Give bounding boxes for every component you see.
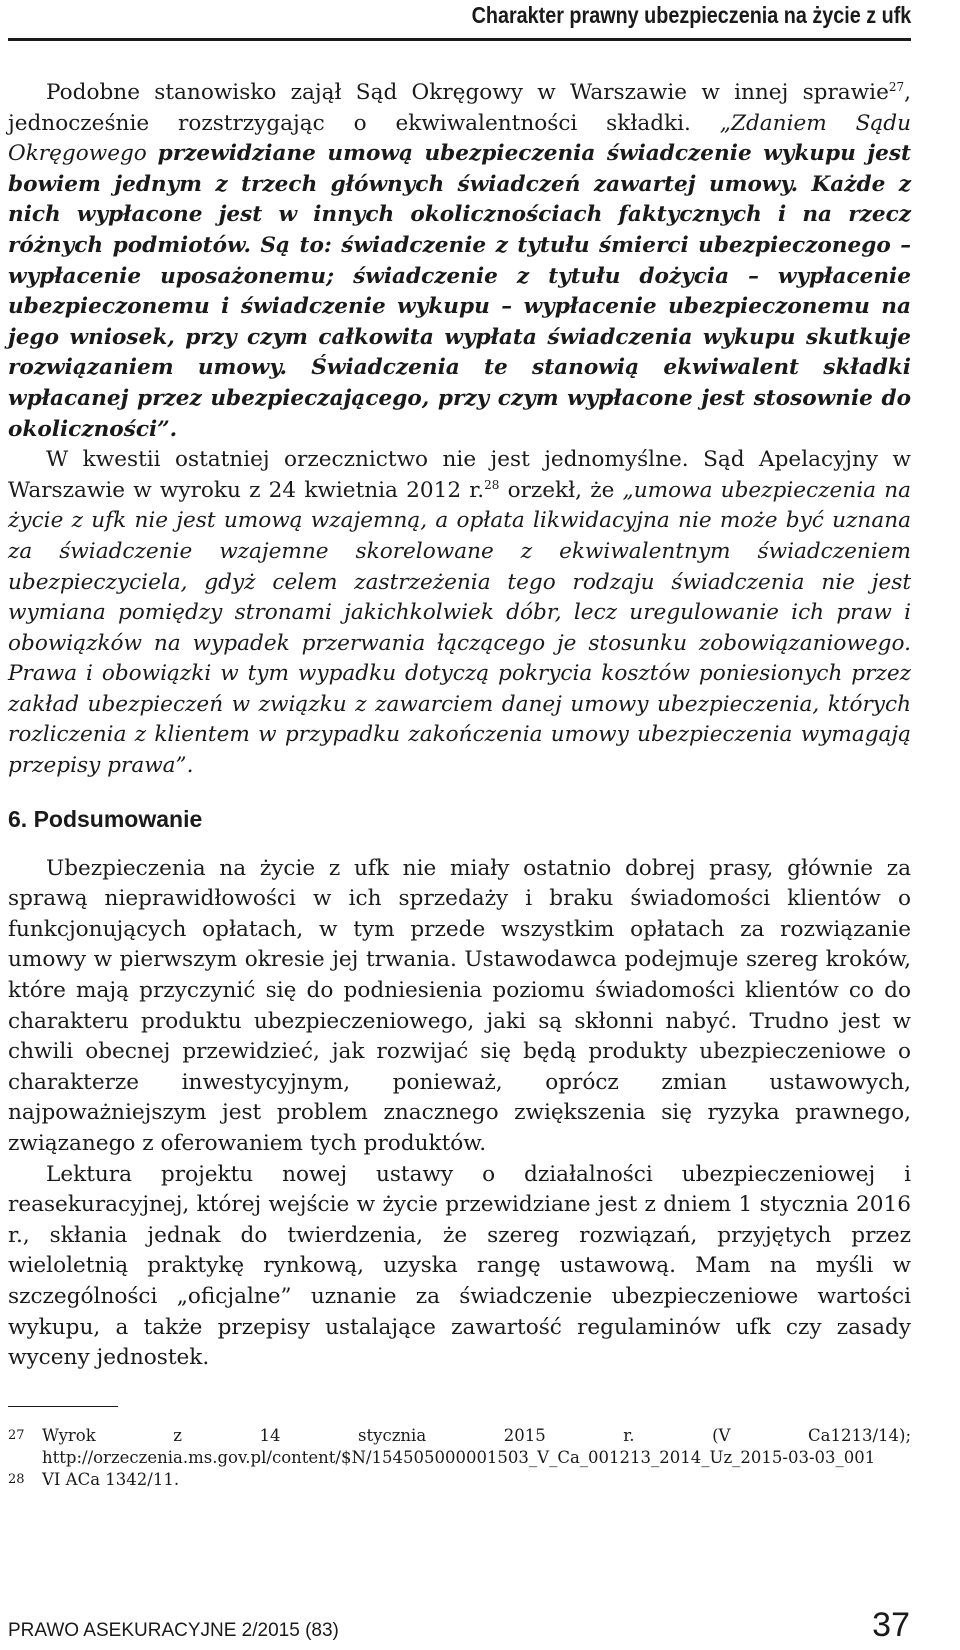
para2-text-b: orzekł, że <box>499 477 623 503</box>
para1-text-a: Podobne stanowisko zajął Sąd Okręgowy w Warszawie w innej sprawie <box>46 80 889 105</box>
paragraph-1 <box>8 78 911 445</box>
footnote-ref-27[interactable]: 27 <box>888 79 905 94</box>
footnote-text[interactable]: Wyrok z 14 stycznia 2015 r. (V Ca1213/14); http://orzeczenia.ms.gov.pl/content/$N/154505000001503_V_Ca_001213_2014_Uz_2015-03-03_001 <box>42 1426 911 1467</box>
footnote-27 <box>8 1425 911 1469</box>
paragraph-3: Ubezpieczenia na życie z ufk nie miały ostatnio dobrej prasy, głównie za sprawą nieprawidłowości w ich sprzedaży i braku świadomości klientów o funkcjonujących opłatach, w tym przede wszystkim opłatach za rozwiązanie umowy w pierwszym okresie jej trwania. Ustawodawca podejmuje szereg kroków, które mają przyczynić się do podniesienia poziomu świadomości klientów co do charakteru produktu ubezpieczeniowego, jaki są skłonni nabyć. Trudno jest w chwili obecnej przewidzieć, jak rozwijać się będą produkty ubezpieczeniowe o charakterze inwestycyjnym, ponieważ, oprócz zmian ustawowych, najpoważniejszym jest problem znacznego zwiększenia się ryzyka prawnego, związanego z oferowaniem tych produktów. <box>8 855 911 1156</box>
footnote-28 <box>8 1469 911 1491</box>
para2-quote: „umowa ubezpieczenia na życie z ufk nie jest umową wzajemną, a opłata likwidacyjna nie może być uznana za świadczenie wzajemne skorelowane z ekwiwalentnym świadczeniem ubezpieczyciela, gdyż celem zastrzeżenia tego rodzaju świadczenia nie jest wymiana pomiędzy stronami jakichkolwiek dóbr, lecz uregulowanie ich praw i obowiązków na wypadek przerwania łączącego je stosunku zobowiązaniowego. Prawa i obowiązki w tym wypadku dotyczą pokrycia kosztów poniesionych przez zakład ubezpieczeń w związku z zawarciem danej umowy ubezpieczenia, których rozliczenia z klientem w przypadku zakończenia umowy ubezpieczenia wymagają przepisy prawa”. <box>8 477 911 779</box>
footnote-text: VI ACa 1342/11. <box>42 1470 180 1489</box>
footnote-ref-28[interactable]: 28 <box>484 477 500 492</box>
section-heading: 6. Podsumowanie <box>8 805 203 832</box>
journal-footer: PRAWO ASEKURACYJNE 2/2015 (83) <box>8 1620 339 1641</box>
para1-quote-intro: „Zdaniem Sądu Okręgowego <box>8 110 912 167</box>
para1-quote-bold: przewidziane umową ubezpieczenia świadczenie wykupu jest bowiem jednym z trzech głównych świadczeń zawartej umowy. Każde z nich wypłacone jest w innych okolicznościach faktycznych i na rzecz różnych podmiotów. Są to: świadczenie z tytułu śmierci ubezpieczonego – wypłacenie uposażonemu; świadczenie z tytułu dożycia – wypłacenie ubezpieczonemu i świadczenie wykupu – wypłacenie ubezpieczonemu na jego wniosek, przy czym całkowita wypłata świadczenia wykupu skutkuje rozwiązaniem umowy. Świadczenia te stanowią ekwiwalent składki wpłacanej przez ubezpieczającego, przy czym wypłacone jest stosownie do okoliczności”. <box>8 141 911 442</box>
paragraph-2 <box>8 445 911 782</box>
running-header <box>8 0 911 41</box>
running-header-title: Charakter prawny ubezpieczenia na życie z ufk <box>471 2 911 28</box>
article-body <box>8 78 911 1374</box>
para2-text-a: W kwestii ostatniej orzecznictwo nie jest jednomyślne. Sąd Apelacyjny w Warszawie w wyroku z 24 kwietnia 2012 r. <box>8 447 911 503</box>
page-number: 37 <box>872 1606 910 1644</box>
footnote-number: 28 <box>8 1472 25 1487</box>
footnote-divider <box>8 1406 118 1407</box>
paragraph-4: Lektura projektu nowej ustawy o działalności ubezpieczeniowej i reasekuracyjnej, której wejście w życie przewidziane jest z dniem 1 stycznia 2016 r., skłania jednak do twierdzenia, że szereg rozwiązań, przyjętych przez wieloletnią praktykę rynkową, uzyska rangę ustawową. Mam na myśli w szczególności „oficjalne” uznanie za świadczenie ubezpieczeniowe wartości wykupu, a także przepisy ustalające zawartość regulaminów ufk czy zasady wyceny jednostek. <box>8 1161 911 1371</box>
footnote-number: 27 <box>8 1428 25 1443</box>
footnotes <box>8 1425 911 1491</box>
para1-text-b: , jednocześnie rozstrzygając o ekwiwalentności składki. <box>8 80 911 136</box>
